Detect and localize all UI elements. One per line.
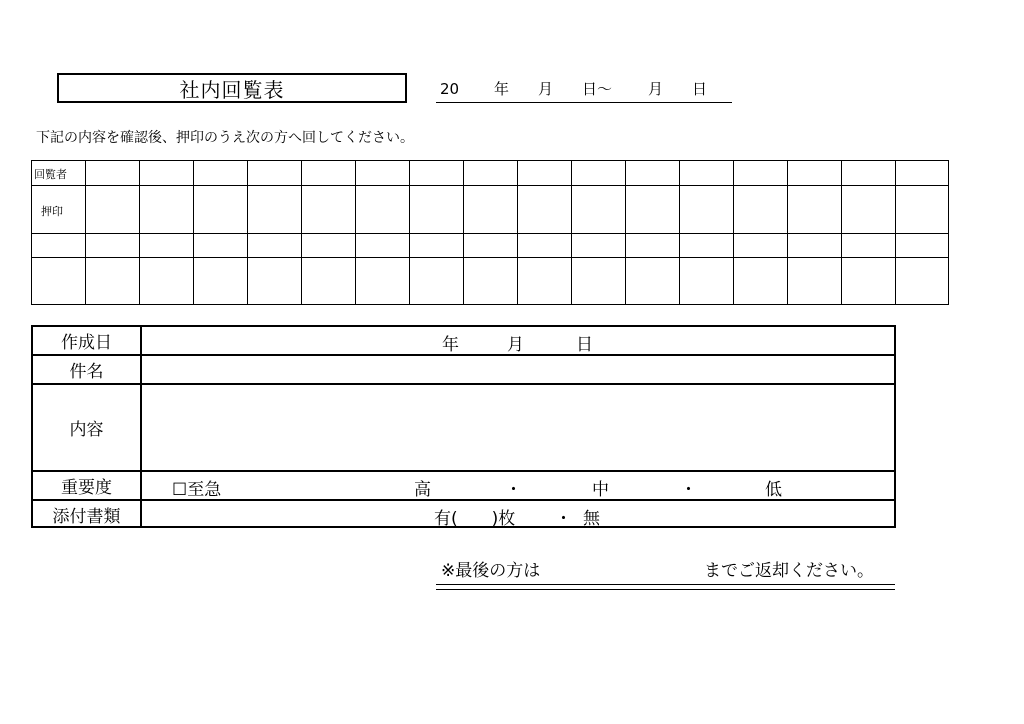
grid-row-line	[32, 257, 948, 258]
priority-separator: ・	[505, 480, 522, 500]
content-field[interactable]	[142, 385, 894, 470]
attachment-separator: ・	[555, 509, 572, 529]
attachment-label: 添付書類	[52, 507, 121, 527]
content-label: 内容	[69, 420, 104, 440]
priority-separator: ・	[680, 480, 697, 500]
return-note-underline	[436, 584, 895, 590]
grid-row-line	[32, 233, 948, 234]
date-month-end: 月	[648, 80, 664, 98]
return-note-prefix: ※最後の方は	[441, 561, 541, 581]
row-divider	[33, 470, 894, 472]
attachment-yes[interactable]: 有( )枚	[434, 509, 516, 529]
priority-low[interactable]: 低	[765, 480, 782, 500]
subject-field[interactable]	[142, 356, 894, 383]
date-day-start: 日～	[582, 80, 613, 98]
reader-label: 回覧者	[34, 168, 67, 181]
created-date-label: 作成日	[61, 333, 112, 353]
priority-label: 重要度	[61, 478, 112, 498]
form-title	[57, 73, 407, 103]
created-year[interactable]: 年	[442, 335, 459, 355]
attachment-no[interactable]: 無	[583, 509, 600, 529]
return-note	[436, 556, 895, 582]
created-day[interactable]: 日	[576, 335, 593, 355]
created-month[interactable]: 月	[507, 335, 524, 355]
urgent-checkbox[interactable]: ☐至急	[172, 480, 222, 500]
date-year: 年	[494, 80, 510, 98]
info-table	[31, 325, 896, 528]
instruction-text: 下記の内容を確認後、押印のうえ次の方へ回してください。	[36, 130, 414, 146]
priority-mid[interactable]: 中	[592, 480, 609, 500]
date-era: 20	[440, 80, 460, 98]
date-range[interactable]	[436, 76, 732, 103]
stamp-grid[interactable]	[31, 160, 949, 305]
subject-label: 件名	[69, 362, 104, 382]
grid-row-line	[32, 185, 948, 186]
return-recipient-field[interactable]	[581, 556, 699, 578]
seal-label: 押印	[41, 205, 63, 218]
return-note-suffix: までご返却ください。	[704, 561, 874, 581]
priority-high[interactable]: 高	[414, 480, 431, 500]
date-month-start: 月	[538, 80, 554, 98]
date-day-end: 日	[692, 80, 708, 98]
form-title-text: 社内回覧表	[179, 77, 285, 102]
